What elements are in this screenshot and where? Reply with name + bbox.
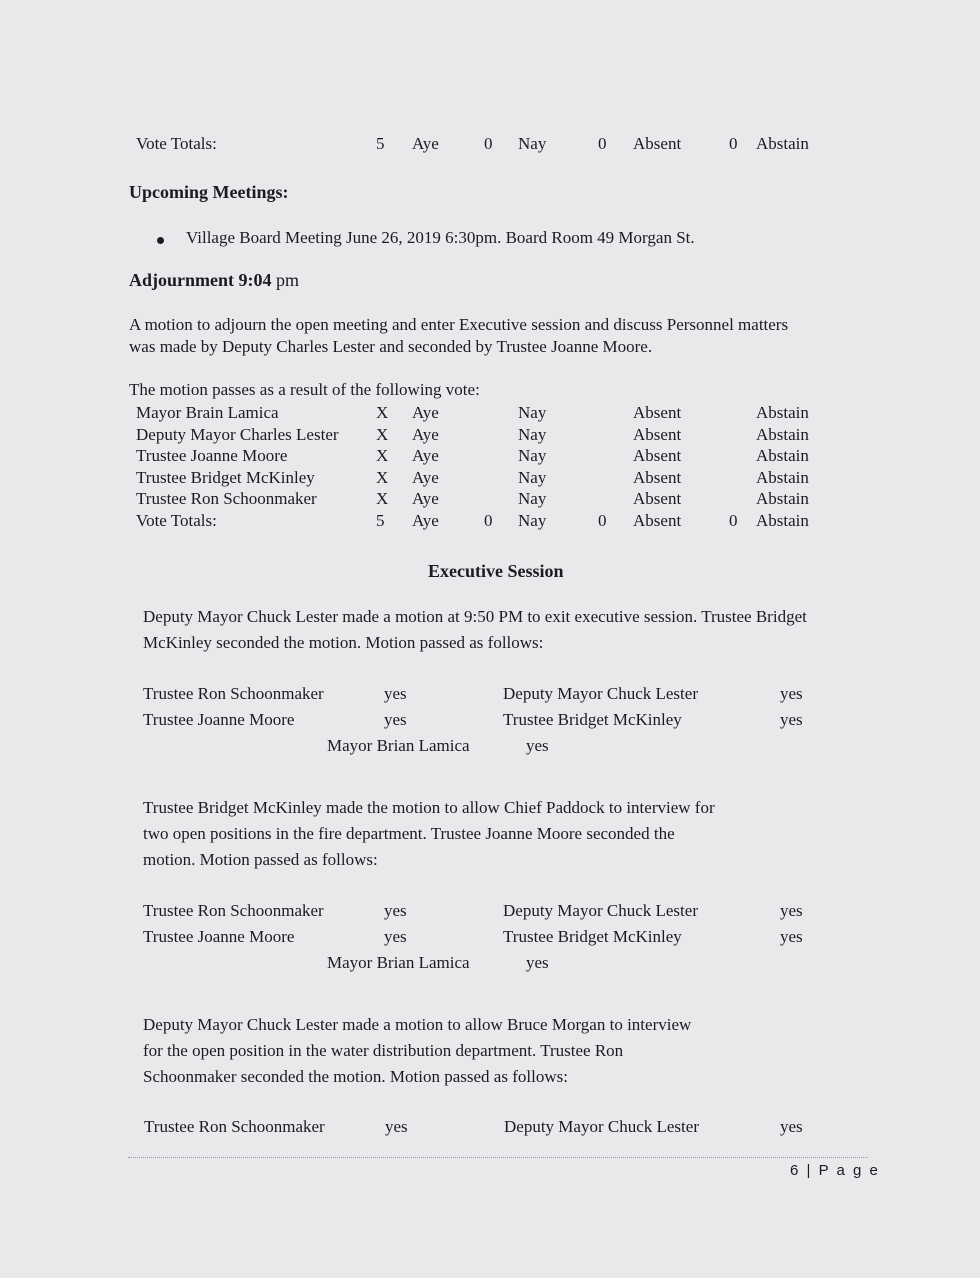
exec-motion-2-text [143, 795, 765, 873]
top-vote-totals [136, 134, 836, 156]
exec-motion-3-text [143, 1012, 691, 1090]
vote-value: yes [384, 927, 407, 946]
exec-motion-1-text [143, 604, 807, 656]
aye-label: Aye [412, 489, 439, 509]
executive-session-heading: Executive Session [428, 561, 564, 581]
absent-label: Absent [633, 403, 682, 422]
abstain-label: Abstain [756, 511, 809, 530]
exec-motion-3-line-3: Schoonmaker seconded the motion. Motion passed as follows: [143, 1067, 568, 1086]
vote-value: yes [384, 684, 407, 703]
vote-value: yes [780, 710, 803, 729]
vote-intro: The motion passes as a result of the following vote: [129, 380, 480, 399]
exec-motion-1-line-1: Deputy Mayor Chuck Lester made a motion at 9:50 PM to exit executive session. Trustee Bridget [143, 607, 807, 626]
abstain-label: Abstain [756, 134, 809, 153]
vote-name: Trustee Bridget McKinley [503, 927, 682, 946]
exec-motion-3-line-2: for the open position in the water distribution department. Trustee Ron [143, 1041, 624, 1060]
nay-label: Nay [518, 446, 547, 466]
aye-label: Aye [412, 403, 439, 422]
aye-mark: X [376, 446, 389, 466]
page-number: 6 | P a g e [790, 1162, 880, 1179]
aye-label: Aye [412, 467, 439, 487]
aye-label: Aye [412, 424, 439, 444]
adjournment-time: Adjournment 9:04 [129, 270, 272, 290]
aye-label: Aye [412, 511, 439, 530]
member-name: Trustee Bridget McKinley [136, 467, 315, 487]
vote-name: Trustee Ron Schoonmaker [143, 901, 324, 920]
absent-label: Absent [633, 134, 682, 153]
roll-call-totals [136, 511, 836, 533]
abstain-label: Abstain [756, 403, 809, 422]
aye-count: 5 [376, 511, 385, 530]
adjournment-heading [129, 270, 299, 291]
vote-name: Mayor Brian Lamica [327, 953, 470, 972]
vote-name: Trustee Bridget McKinley [503, 710, 682, 729]
vote-value: yes [384, 710, 407, 729]
absent-label: Absent [633, 511, 682, 530]
member-name: Trustee Joanne Moore [136, 446, 288, 466]
absent-count: 0 [598, 134, 607, 153]
motion-adjourn-text [129, 314, 788, 358]
nay-label: Nay [518, 134, 547, 153]
member-name: Trustee Ron Schoonmaker [136, 489, 317, 509]
vote-name: Deputy Mayor Chuck Lester [504, 1117, 699, 1136]
roll-call-row [136, 489, 836, 511]
member-name: Deputy Mayor Charles Lester [136, 424, 339, 444]
aye-mark: X [376, 489, 389, 509]
aye-mark: X [376, 424, 389, 444]
vote-value: yes [780, 901, 803, 920]
adjournment-suffix: pm [271, 270, 300, 290]
roll-call-row [136, 403, 836, 425]
upcoming-meeting-item: Village Board Meeting June 26, 2019 6:30pm. Board Room 49 Morgan St. [186, 228, 695, 247]
roll-call-row [136, 446, 836, 468]
vote-name: Trustee Joanne Moore [143, 710, 295, 729]
absent-label: Absent [633, 446, 682, 466]
aye-label: Aye [412, 134, 439, 153]
nay-count: 0 [484, 134, 493, 153]
nay-label: Nay [518, 511, 547, 530]
member-name: Mayor Brain Lamica [136, 403, 279, 422]
vote-value: yes [526, 953, 549, 972]
vote-value: yes [385, 1117, 408, 1136]
absent-label: Absent [633, 424, 682, 444]
upcoming-meetings-heading: Upcoming Meetings: [129, 182, 289, 202]
abstain-label: Abstain [756, 446, 809, 466]
motion-adjourn-line-2: was made by Deputy Charles Lester and seconded by Trustee Joanne Moore. [129, 337, 653, 356]
exec-motion-3-line-1: Deputy Mayor Chuck Lester made a motion to allow Bruce Morgan to interview [143, 1015, 692, 1034]
nay-label: Nay [518, 489, 547, 509]
exec-motion-2-line-1: Trustee Bridget McKinley made the motion to allow Chief Paddock to interview for [143, 798, 715, 817]
vote-name: Trustee Ron Schoonmaker [144, 1117, 325, 1136]
abstain-label: Abstain [756, 489, 809, 509]
abstain-count: 0 [729, 511, 738, 530]
absent-label: Absent [633, 489, 682, 509]
exec-motion-2-line-2: two open positions in the fire department. Trustee Joanne Moore seconded the [143, 824, 675, 843]
aye-mark: X [376, 467, 389, 487]
vote-name: Trustee Joanne Moore [143, 927, 295, 946]
vote-name: Mayor Brian Lamica [327, 736, 470, 755]
vote-value: yes [780, 684, 803, 703]
roll-call-row [136, 468, 836, 490]
vote-value: yes [384, 901, 407, 920]
absent-label: Absent [633, 467, 682, 487]
vote-name: Trustee Ron Schoonmaker [143, 684, 324, 703]
abstain-count: 0 [729, 134, 738, 153]
footer-divider [128, 1157, 868, 1158]
bullet-icon [157, 237, 164, 244]
exec-motion-2-line-3: motion. Motion passed as follows: [143, 850, 378, 869]
aye-count: 5 [376, 134, 385, 153]
aye-label: Aye [412, 446, 439, 466]
nay-count: 0 [484, 511, 493, 530]
absent-count: 0 [598, 511, 607, 530]
vote-value: yes [780, 1117, 803, 1136]
nay-label: Nay [518, 424, 547, 444]
totals-label: Vote Totals: [136, 134, 217, 153]
vote-name: Deputy Mayor Chuck Lester [503, 901, 698, 920]
roll-call-row [136, 425, 836, 447]
abstain-label: Abstain [756, 424, 809, 444]
vote-name: Deputy Mayor Chuck Lester [503, 684, 698, 703]
abstain-label: Abstain [756, 467, 809, 487]
vote-value: yes [780, 927, 803, 946]
motion-adjourn-line-1: A motion to adjourn the open meeting and enter Executive session and discuss Personnel matters [129, 315, 789, 334]
vote-value: yes [526, 736, 549, 755]
aye-mark: X [376, 403, 389, 422]
nay-label: Nay [518, 467, 547, 487]
exec-motion-1-line-2: McKinley seconded the motion. Motion passed as follows: [143, 633, 544, 652]
nay-label: Nay [518, 403, 547, 422]
totals-label: Vote Totals: [136, 511, 217, 530]
